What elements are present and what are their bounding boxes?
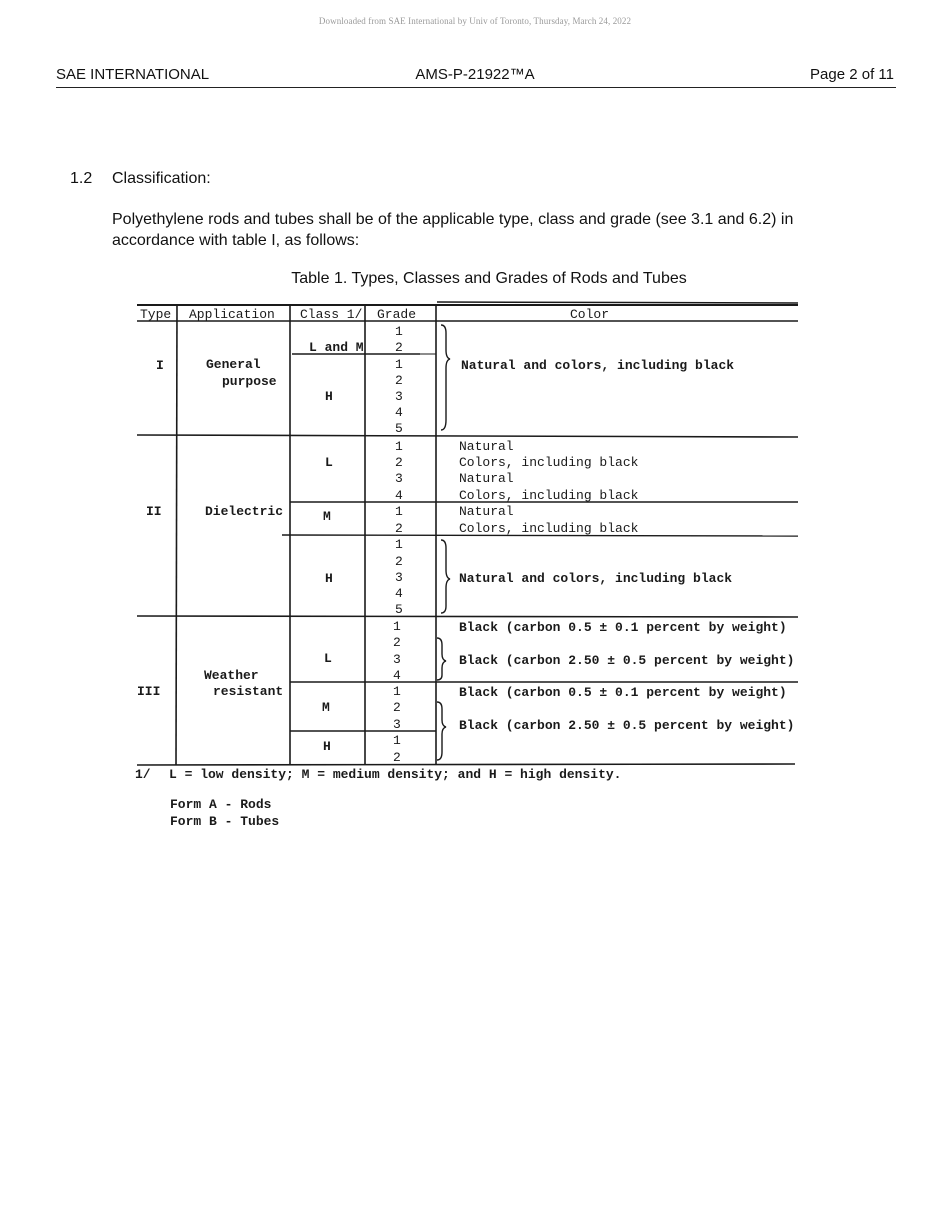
type-ii-label: II [146,504,162,519]
type-i-lm-grade-1: 1 [395,324,403,339]
type-iii-m-grade-1: 1 [393,684,401,699]
download-watermark: Downloaded from SAE International by Univ of Toronto, Thursday, March 24, 2022 [318,16,632,26]
header-application: Application [189,307,275,322]
header-document-number: AMS-P-21922™A [415,66,535,83]
type-iii-label: III [137,684,161,699]
type-iii-l-grade-1: 1 [393,619,401,634]
type-i-h-grade-2: 2 [395,373,403,388]
type-iii-m-color-2: Black (carbon 2.50 ± 0.5 percent by weight) [459,718,795,733]
type-ii-m-color-1: Natural [459,504,514,519]
type-i-class-lm: L and M [309,340,364,355]
type-ii-l-color-3: Natural [459,471,514,486]
type-ii-application: Dielectric [205,504,284,519]
type-iii-l-color-1: Black (carbon 0.5 ± 0.1 percent by weight) [459,620,787,635]
section-title: Classification: [112,170,211,187]
type-ii-h-grade-5: 5 [395,602,403,617]
type-ii-class-h: H [325,571,333,586]
type-ii-m-grade-2: 2 [395,521,403,536]
type-iii-class-l: L [324,651,332,666]
section-number: 1.2 [70,170,93,187]
type-i-color: Natural and colors, including black [461,358,735,373]
form-a-label: Form A - Rods [170,797,272,812]
type-ii-h-grade-4: 4 [395,586,403,601]
section-paragraph: Polyethylene rods and tubes shall be of the applicable type, class and grade (see 3.1 and 6.2) in accordance with table I, as follows: [112,211,794,249]
footnote-text: L = low density; M = medium density; and H = high density. [169,767,622,782]
header-color: Color [570,307,610,322]
type-ii-h-grade-3: 3 [395,570,403,585]
table-caption: Table 1. Types, Classes and Grades of Rods and Tubes [291,270,687,287]
type-ii-m-color-2: Colors, including black [459,521,639,536]
type-i-h-grade-5: 5 [395,421,403,436]
header-page-number: Page 2 of 11 [810,66,894,83]
type-iii-l-grade-4: 4 [393,668,401,683]
header-grade: Grade [377,307,417,322]
type-ii-h-color: Natural and colors, including black [459,571,733,586]
type-ii-l-color-4: Colors, including black [459,488,639,503]
type-ii-l-grade-3: 3 [395,471,403,486]
type-iii-h-grade-2: 2 [393,750,401,765]
type-ii-class-m: M [323,509,331,524]
form-b-label: Form B - Tubes [170,814,280,829]
header-type: Type [140,307,172,322]
type-i-application-line1: General [206,357,261,372]
type-iii-m-grade-2: 2 [393,700,401,715]
type-iii-application-line1: Weather [204,668,259,683]
type-iii-l-color-2: Black (carbon 2.50 ± 0.5 percent by weight) [459,653,795,668]
type-iii-m-grade-3: 3 [393,717,401,732]
type-ii-class-l: L [325,455,333,470]
type-i-h-grade-4: 4 [395,405,403,420]
type-iii-h-grade-1: 1 [393,733,401,748]
type-i-h-grade-3: 3 [395,389,403,404]
type-i-label: I [156,358,164,373]
type-ii-l-color-2: Colors, including black [459,455,639,470]
header-class: Class 1/ [300,307,363,322]
type-ii-h-grade-2: 2 [395,554,403,569]
type-ii-m-grade-1: 1 [395,504,403,519]
type-iii-l-grade-2: 2 [393,635,401,650]
type-i-class-h: H [325,389,333,404]
type-i-application-line2: purpose [222,374,277,389]
type-ii-l-color-1: Natural [459,439,514,454]
type-iii-application-line2: resistant [213,684,284,699]
type-ii-l-grade-2: 2 [395,455,403,470]
type-i-h-grade-1: 1 [395,357,403,372]
type-iii-class-m: M [322,700,330,715]
type-ii-l-grade-1: 1 [395,439,403,454]
type-i-lm-grade-2: 2 [395,340,403,355]
type-iii-m-color-1: Black (carbon 0.5 ± 0.1 percent by weight) [459,685,787,700]
type-iii-l-grade-3: 3 [393,652,401,667]
type-ii-l-grade-4: 4 [395,488,403,503]
type-iii-class-h: H [323,739,331,754]
header-organization: SAE INTERNATIONAL [56,66,210,83]
type-ii-h-grade-1: 1 [395,537,403,552]
footnote-mark: 1/ [135,767,151,782]
